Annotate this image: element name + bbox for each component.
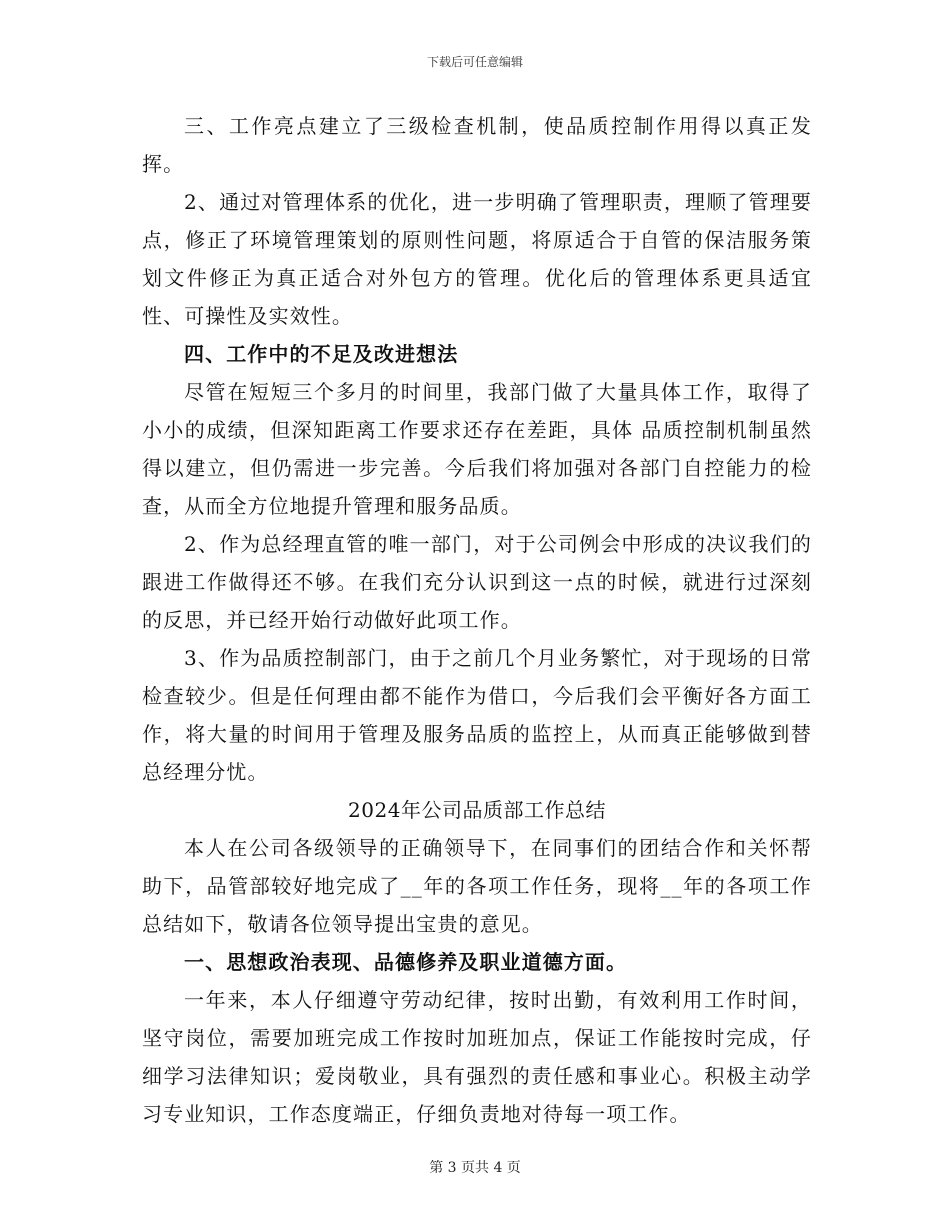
page-number: 第 3 页共 4 页 [429, 1160, 521, 1176]
paragraph-system-optimization: 2、通过对管理体系的优化，进一步明确了管理职责，理顺了管理要点，修正了环境管理策划的原则性问题，将原适合于自管的保洁服务策划文件修正为真正适合对外包方的管理。优化后的管理体系更具适宜性、可操性及实效性。 [142, 190, 812, 328]
paragraph-shortcomings-2: 2、作为总经理直管的唯一部门，对于公司例会中形成的决议我们的跟进工作做得还不够。在我们充分认识到这一点的时候，就进行过深刻的反思，并已经开始行动做好此项工作。 [142, 532, 812, 632]
document-body [142, 107, 812, 1133]
paragraph-shortcomings-3: 3、作为品质控制部门，由于之前几个月业务繁忙，对于现场的日常检查较少。但是任何理由都不能作为借口，今后我们会平衡好各方面工作，将大量的时间用于管理及服务品质的监控上，从而真正能够做到替总经理分忧。 [142, 646, 812, 784]
paragraph-shortcomings-1: 尽管在短短三个多月的时间里，我部门做了大量具体工作，取得了小小的成绩，但深知距离工作要求还存在差距，具体 品质控制机制虽然得以建立，但仍需进一步完善。今后我们将加强对各部门自控能力的检查，从而全方位地提升管理和服务品质。 [142, 380, 812, 518]
paragraph-intro: 本人在公司各级领导的正确领导下，在同事们的团结合作和关怀帮助下，品管部较好地完成了__年的各项工作任务，现将__年的各项工作总结如下，敬请各位领导提出宝贵的意见。 [142, 836, 812, 936]
document-title: 2024年公司品质部工作总结 [348, 798, 606, 822]
page-header-note: 下载后可任意编辑 [426, 55, 523, 69]
section-heading-ethics: 一、思想政治表现、品德修养及职业道德方面。 [184, 950, 628, 974]
paragraph-highlights: 三、工作亮点建立了三级检查机制，使品质控制作用得以真正发挥。 [142, 114, 812, 176]
section-heading-shortcomings: 四、工作中的不足及改进想法 [184, 342, 459, 366]
paragraph-ethics: 一年来，本人仔细遵守劳动纪律，按时出勤，有效利用工作时间，坚守岗位，需要加班完成工作按时加班加点，保证工作能按时完成，仔细学习法律知识；爱岗敬业，具有强烈的责任感和事业心。积极主动学习专业知识，工作态度端正，仔细负责地对待每一项工作。 [142, 988, 812, 1126]
